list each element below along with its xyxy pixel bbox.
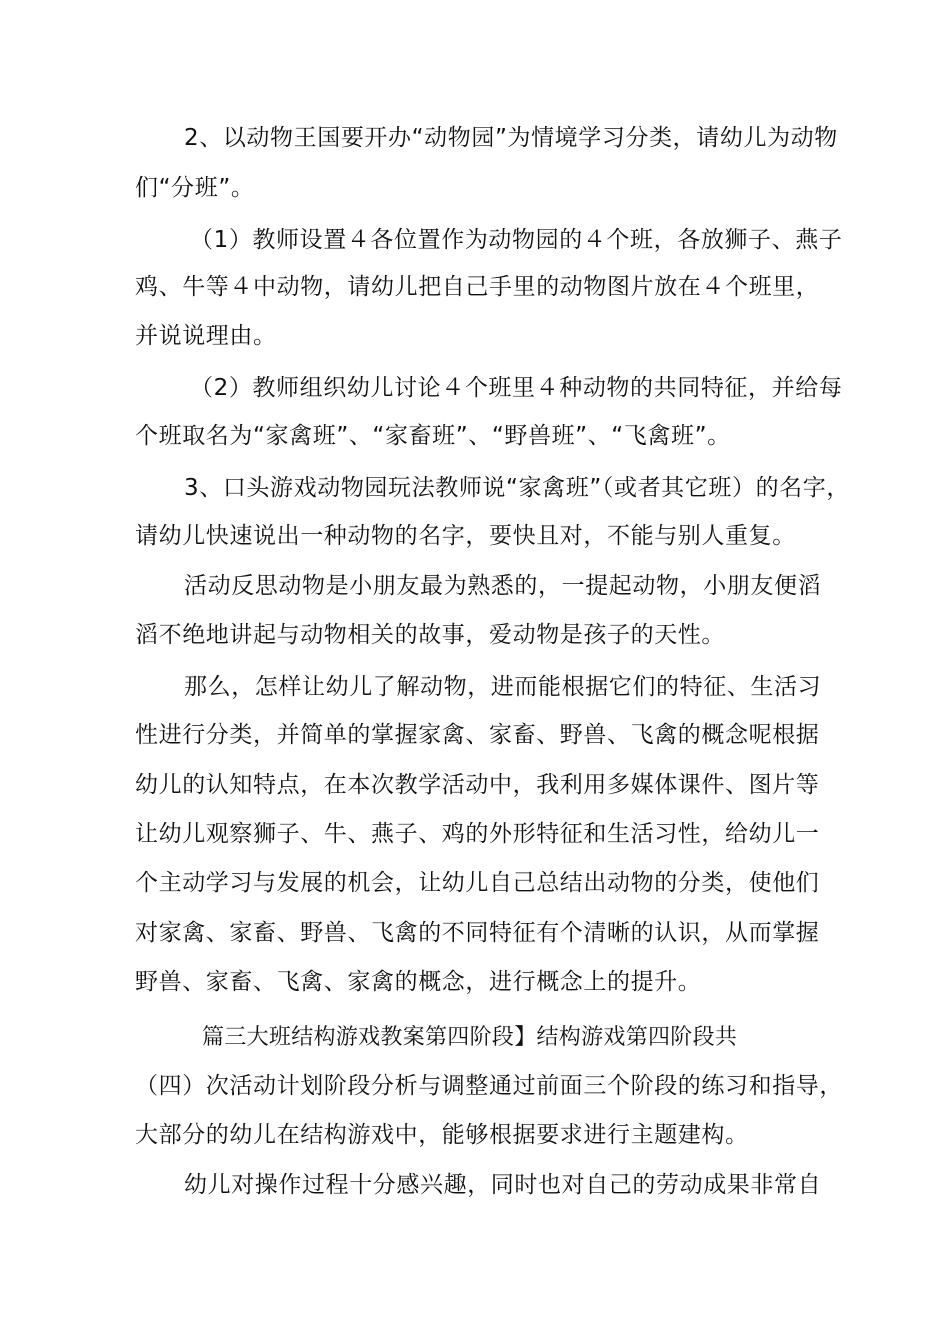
paragraph-line: （2）教师组织幼儿讨论４个班里４种动物的共同特征，并给每 (190, 375, 843, 401)
paragraph-line: 鸡、牛等４中动物，请幼儿把自己手里的动物图片放在４个班里， (135, 274, 820, 300)
paragraph-line: 个班取名为“家禽班”、“家畜班”、“野兽班”、“飞禽班”。 (135, 423, 731, 449)
paragraph-line: 3、口头游戏动物园玩法教师说“家禽班”（或者其它班）的名字， (184, 475, 850, 501)
paragraph-line: 2、以动物王国要开办“动物园”为情境学习分类，请幼儿为动物 (184, 125, 838, 151)
paragraph-line: 滔不绝地讲起与动物相关的故事，爱动物是孩子的天性。 (135, 622, 725, 648)
paragraph-line: 个主动学习与发展的机会，让幼儿自己总结出动物的分类，使他们 (135, 870, 820, 896)
section-heading: 篇三大班结构游戏教案第四阶段】结构游戏第四阶段共 (202, 1025, 738, 1050)
paragraph-line: 幼儿的认知特点，在本次教学活动中，我利用多媒体课件、图片等 (135, 772, 820, 798)
paragraph-line: （1）教师设置４各位置作为动物园的４个班，各放狮子、燕子 (190, 227, 843, 253)
paragraph-line: 们“分班”。 (135, 175, 255, 201)
paragraph-line: 幼儿对操作过程十分感兴趣，同时也对自己的劳动成果非常自 (184, 1172, 822, 1198)
paragraph-line: 请幼儿快速说出一种动物的名字，要快且对，不能与别人重复。 (135, 523, 796, 549)
paragraph-line: 野兽、家畜、飞禽、家禽的概念，进行概念上的提升。 (135, 969, 702, 995)
paragraph-line: （四）次活动计划阶段分析与调整通过前面三个阶段的练习和指导， (135, 1073, 843, 1099)
paragraph-line: 性进行分类，并简单的掌握家禽、家畜、野兽、飞禽的概念呢根据 (135, 722, 820, 748)
paragraph-line: 活动反思动物是小朋友最为熟悉的，一提起动物，小朋友便滔 (184, 573, 822, 599)
paragraph-line: 那么，怎样让幼儿了解动物，进而能根据它们的特征、生活习 (184, 674, 822, 700)
paragraph-line: 让幼儿观察狮子、牛、燕子、鸡的外形特征和生活习性，给幼儿一 (135, 821, 820, 847)
paragraph-line: 并说说理由。 (135, 323, 277, 349)
paragraph-line: 对家禽、家畜、野兽、飞禽的不同特征有个清晰的认识，从而掌握 (135, 920, 820, 946)
paragraph-line: 大部分的幼儿在结构游戏中，能够根据要求进行主题建构。 (135, 1122, 749, 1148)
